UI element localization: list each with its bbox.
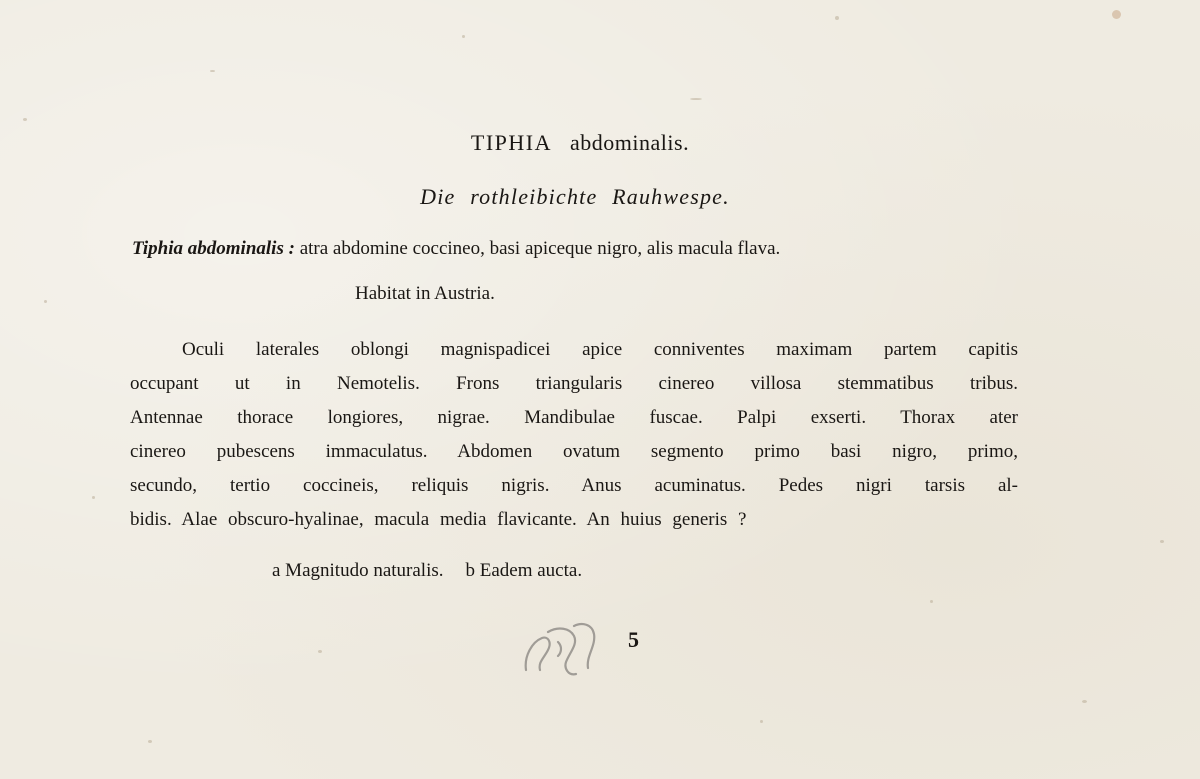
paper-fleck (44, 300, 47, 303)
page-title (0, 130, 1160, 156)
paper-fleck (23, 118, 27, 121)
species-diagnosis (132, 238, 780, 260)
paper-fleck (1112, 10, 1121, 19)
paper-fleck (835, 16, 839, 20)
paper-fleck (92, 496, 95, 499)
paper-fleck (1082, 700, 1087, 703)
description-line: secundo, tertio coccineis, reliquis nigris. Anus acuminatus. Pedes nigri tarsis al- (130, 475, 1018, 496)
description-line: Antennae thorace longiores, nigrae. Mandibulae fuscae. Palpi exserti. Thorax ater (130, 407, 1018, 428)
legend-b: b Eadem aucta. (465, 560, 583, 581)
german-subtitle: Die rothleibichte Rauhwespe. (420, 184, 730, 209)
paper-fleck (930, 600, 933, 603)
description-line: occupant ut in Nemotelis. Frons triangularis cinereo villosa stemmatibus tribus. (130, 373, 1018, 394)
diagnosis-text: atra abdomine coccineo, basi apiceque nigro, alis macula flava. (299, 238, 781, 259)
description-line: Oculi laterales oblongi magnispadicei apice conniventes maximam partem capitis (182, 339, 1018, 360)
library-stamp (518, 612, 602, 682)
paper-fleck (690, 98, 702, 100)
habitat-line: Habitat in Austria. (355, 283, 495, 304)
description-line: bidis. Alae obscuro-hyalinae, macula media flavicante. An huius generis ? (130, 509, 747, 530)
paper-fleck (148, 740, 152, 743)
legend-a: a Magnitudo naturalis. (272, 560, 444, 581)
page-number: 5 (628, 627, 639, 652)
description-line: cinereo pubescens immaculatus. Abdomen ovatum segmento primo basi nigro, primo, (130, 441, 1018, 462)
paper-fleck (318, 650, 322, 653)
paper-fleck (760, 720, 763, 723)
diagnosis-name: Tiphia abdominalis : (132, 238, 295, 259)
figure-legend (272, 560, 582, 582)
paper-fleck (210, 70, 215, 72)
paper-fleck (1160, 540, 1164, 543)
title-genus: TIPHIA (470, 130, 553, 155)
paper-fleck (462, 35, 465, 38)
description-paragraph (130, 333, 1018, 537)
title-species: abdominalis. (570, 130, 690, 155)
